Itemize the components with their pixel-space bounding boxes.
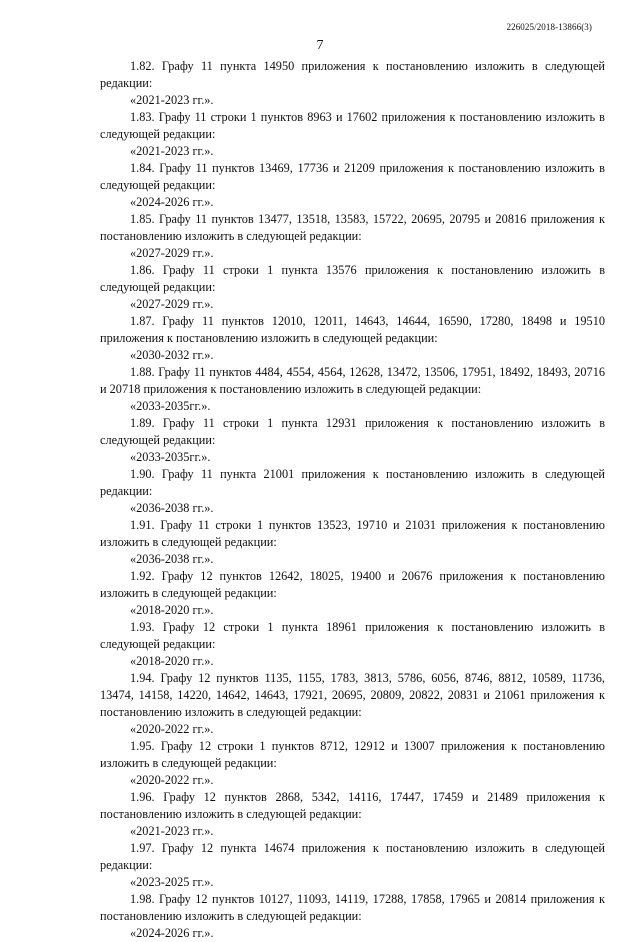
item-value: «2023-2025 гг.». xyxy=(130,875,214,889)
item-value: «2030-2032 гг.». xyxy=(130,348,214,362)
item-text: 1.91. Графу 11 строки 1 пунктов 13523, 19710 и 21031 приложения к постановлению изложить в следующей редакции: xyxy=(100,518,605,549)
list-item xyxy=(100,109,605,160)
item-text: 1.97. Графу 12 пункта 14674 приложения к постановлению изложить в следующей редакции: xyxy=(100,841,605,872)
item-value: «2021-2023 гг.». xyxy=(130,144,214,158)
item-value: «2020-2022 гг.». xyxy=(130,722,214,736)
item-value: «2024-2026 гг.». xyxy=(130,195,214,209)
list-item xyxy=(100,211,605,262)
item-value: «2018-2020 гг.». xyxy=(130,654,214,668)
item-value: «2033-2035гг.». xyxy=(130,450,211,464)
item-value: «2018-2020 гг.». xyxy=(130,603,214,617)
item-text: 1.83. Графу 11 строки 1 пунктов 8963 и 17602 приложения к постановлению изложить в следующей редакции: xyxy=(100,110,605,141)
item-text: 1.90. Графу 11 пункта 21001 приложения к постановлению изложить в следующей редакции: xyxy=(100,467,605,498)
item-value: «2027-2029 гг.». xyxy=(130,297,214,311)
list-item xyxy=(100,160,605,211)
item-text: 1.85. Графу 11 пунктов 13477, 13518, 13583, 15722, 20695, 20795 и 20816 приложения к постановлению изложить в следующей редакции: xyxy=(100,212,605,243)
list-item xyxy=(100,619,605,670)
list-item xyxy=(100,789,605,840)
document-reference-number: 226025/2018-13866(3) xyxy=(506,22,592,32)
list-item xyxy=(100,568,605,619)
list-item xyxy=(100,364,605,415)
item-text: 1.88. Графу 11 пунктов 4484, 4554, 4564, 12628, 13472, 13506, 17951, 18492, 18493, 20716 и 20718 приложения к постановлению изложить в следующей редакции: xyxy=(100,365,605,396)
list-item xyxy=(100,670,605,738)
list-item xyxy=(100,58,605,109)
list-item xyxy=(100,313,605,364)
item-value: «2036-2038 гг.». xyxy=(130,501,214,515)
page-number: 7 xyxy=(316,38,324,53)
list-item xyxy=(100,466,605,517)
item-text: 1.92. Графу 12 пунктов 12642, 18025, 19400 и 20676 приложения к постановлению изложить в следующей редакции: xyxy=(100,569,605,600)
item-text: 1.86. Графу 11 строки 1 пункта 13576 приложения к постановлению изложить в следующей редакции: xyxy=(100,263,605,294)
item-text: 1.95. Графу 12 строки 1 пунктов 8712, 12912 и 13007 приложения к постановлению изложить в следующей редакции: xyxy=(100,739,605,770)
item-value: «2033-2035гг.». xyxy=(130,399,211,413)
list-item xyxy=(100,517,605,568)
document-body xyxy=(100,58,605,942)
item-value: «2021-2023 гг.». xyxy=(130,93,214,107)
list-item xyxy=(100,415,605,466)
item-value: «2027-2029 гг.». xyxy=(130,246,214,260)
list-item xyxy=(100,891,605,942)
item-value: «2020-2022 гг.». xyxy=(130,773,214,787)
item-text: 1.98. Графу 12 пунктов 10127, 11093, 14119, 17288, 17858, 17965 и 20814 приложения к постановлению изложить в следующей редакции: xyxy=(100,892,605,923)
item-text: 1.94. Графу 12 пунктов 1135, 1155, 1783, 3813, 5786, 6056, 8746, 8812, 10589, 11736, 13474, 14158, 14220, 14642, 14643, 17921, 20695, 20809, 20822, 20831 и 21061 приложения к постановлению изложить в следующей редакции: xyxy=(100,671,605,719)
item-value: «2024-2026 гг.». xyxy=(130,926,214,940)
item-text: 1.89. Графу 11 строки 1 пункта 12931 приложения к постановлению изложить в следующей редакции: xyxy=(100,416,605,447)
list-item xyxy=(100,262,605,313)
item-value: «2036-2038 гг.». xyxy=(130,552,214,566)
list-item xyxy=(100,738,605,789)
item-text: 1.82. Графу 11 пункта 14950 приложения к постановлению изложить в следующей редакции: xyxy=(100,59,605,90)
item-text: 1.87. Графу 11 пунктов 12010, 12011, 14643, 14644, 16590, 17280, 18498 и 19510 приложения к постановлению изложить в следующей редакции: xyxy=(100,314,605,345)
list-item xyxy=(100,840,605,891)
item-text: 1.96. Графу 12 пунктов 2868, 5342, 14116, 17447, 17459 и 21489 приложения к постановлению изложить в следующей редакции: xyxy=(100,790,605,821)
item-value: «2021-2023 гг.». xyxy=(130,824,214,838)
item-text: 1.93. Графу 12 строки 1 пункта 18961 приложения к постановлению изложить в следующей редакции: xyxy=(100,620,605,651)
item-text: 1.84. Графу 11 пунктов 13469, 17736 и 21209 приложения к постановлению изложить в следующей редакции: xyxy=(100,161,605,192)
